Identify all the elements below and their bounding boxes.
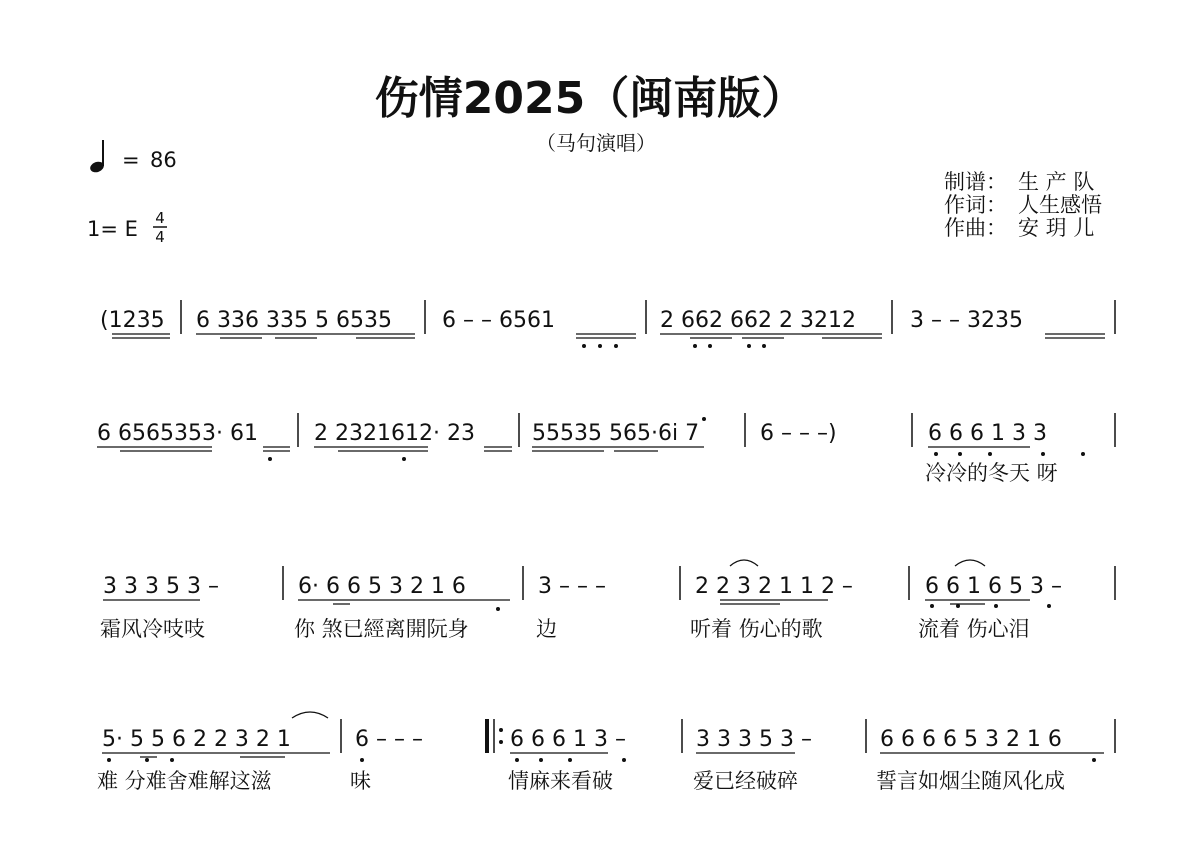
measure-text: 2 2321612· 23	[314, 421, 475, 446]
measure-text: 55535 565·6i 7	[532, 421, 700, 446]
measure-text: 3 3 3 5 3 –	[696, 727, 812, 752]
lyric-line: 听着 伤心的歌	[690, 617, 823, 641]
octave-dots	[107, 758, 1096, 762]
measure-text: 6 6565353· 61	[97, 421, 258, 446]
beam-lines	[102, 753, 1104, 757]
beam-lines	[112, 334, 1105, 338]
repeat-start-sign	[487, 719, 503, 753]
tempo-value: 86	[150, 148, 177, 172]
measure-text: 6 – – 6561	[442, 308, 555, 333]
composer-name: 安 玥 儿	[1018, 216, 1095, 240]
system-2	[97, 413, 1115, 485]
time-signature-bottom: 4	[155, 228, 165, 246]
octave-dots	[496, 604, 1051, 611]
lyric-line: 霜风冷吱吱	[100, 617, 205, 641]
measure-text: 3 3 3 5 3 –	[103, 574, 219, 599]
measure-text: 6 6 6 1 3 –	[510, 727, 626, 752]
lyric-line: 流着 伤心泪	[918, 617, 1030, 641]
tempo-marking	[89, 140, 177, 174]
system-1	[100, 300, 1115, 348]
octave-dots	[582, 344, 766, 348]
lyric-line: 边	[536, 617, 557, 641]
measure-text: 6· 6 6 5 3 2 1 6	[298, 574, 466, 599]
lyric-line: 味	[350, 769, 371, 793]
measure-text: 6 6 6 1 3 3	[928, 421, 1047, 446]
measure-text: 6 – – –)	[760, 421, 837, 446]
lyric-line: 情麻来看破	[508, 769, 613, 793]
arranger-label: 制谱：	[944, 170, 1007, 194]
key-signature	[87, 209, 167, 246]
singer-subtitle: （马句演唱）	[536, 131, 656, 155]
beam-lines	[97, 447, 1030, 451]
slur-mark	[955, 560, 985, 566]
measure-text: 6 6 1 6 5 3 –	[925, 574, 1062, 599]
lyric-line: 誓言如烟尘随风化成	[876, 769, 1065, 793]
system-4	[97, 712, 1115, 793]
lyricist-label: 作词：	[944, 193, 1007, 217]
composer-label: 作曲：	[944, 216, 1007, 240]
measure-text: (1235	[100, 308, 165, 333]
song-title: 伤情2025（闽南版）	[374, 73, 806, 124]
lyric-line: 你 煞已經离開阮身	[294, 617, 469, 641]
measure-text: 3 – – 3235	[910, 308, 1023, 333]
measure-text: 5· 5 5 6 2 2 3 2 1	[102, 727, 291, 752]
slur-mark	[292, 712, 328, 718]
measure-text: 2 2 3 2 1 1 2 –	[695, 574, 853, 599]
slur-mark	[730, 560, 758, 566]
lyric-line: 难 分难舍难解这滋	[97, 769, 272, 793]
measure-text: 2 662 662 2 3212	[660, 308, 856, 333]
measure-text: 6 – – –	[355, 727, 423, 752]
lyricist-name: 人生感悟	[1018, 193, 1102, 217]
tempo-equals: =	[122, 148, 140, 172]
system-3	[100, 560, 1115, 641]
lyric-line: 冷冷的冬天 呀	[925, 461, 1058, 485]
measure-text: 6 6 6 6 5 3 2 1 6	[880, 727, 1062, 752]
credits	[944, 170, 1102, 240]
arranger-name: 生 产 队	[1018, 170, 1095, 194]
measure-text: 6 336 335 5 6535	[196, 308, 392, 333]
key-label: 1= E	[87, 217, 138, 241]
time-signature-top: 4	[155, 209, 165, 227]
beam-lines	[103, 600, 1030, 604]
measure-text: 3 – – –	[538, 574, 606, 599]
lyric-line: 爱已经破碎	[693, 769, 798, 793]
